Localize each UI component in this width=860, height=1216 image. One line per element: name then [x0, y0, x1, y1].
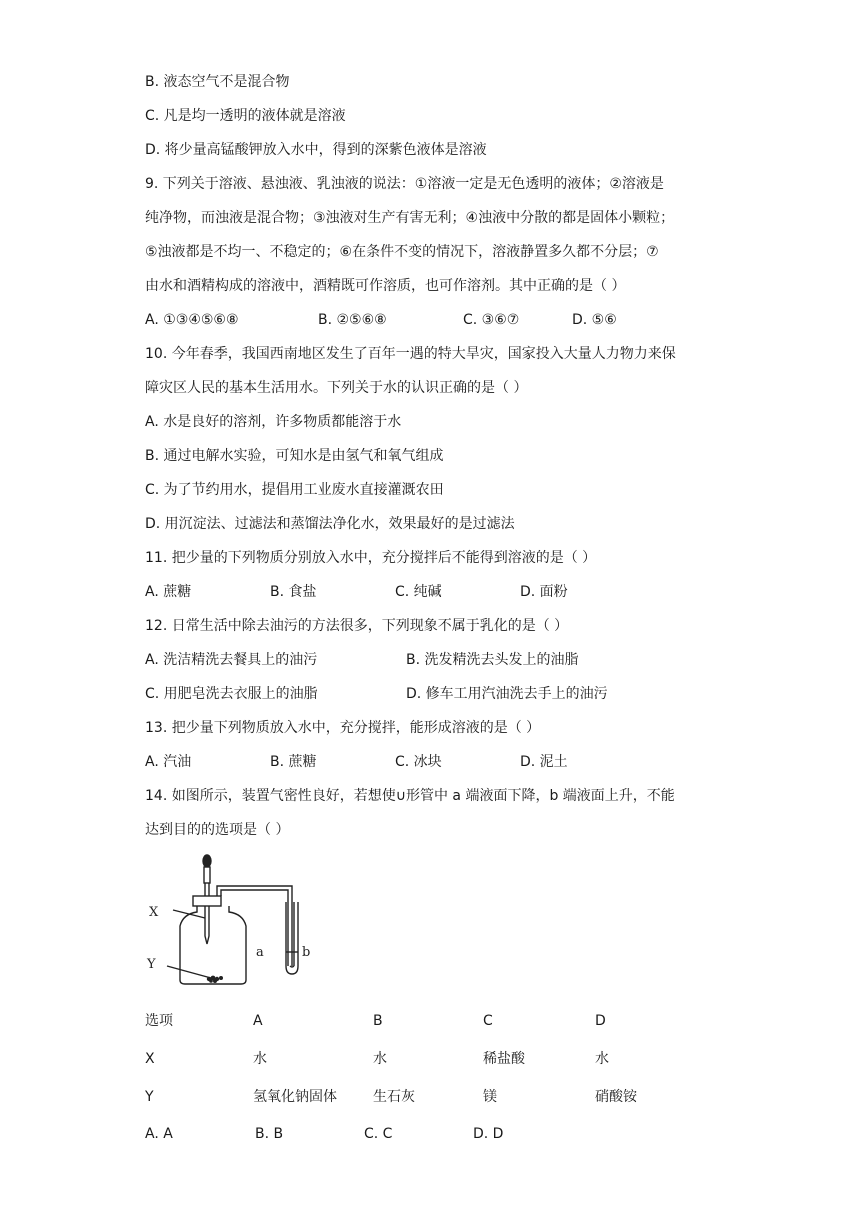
- table-cell: Y: [145, 1089, 154, 1105]
- dropper-tube: [205, 883, 209, 944]
- q9-option-c: C. ③⑥⑦: [463, 312, 520, 328]
- table-cell: 水: [253, 1051, 267, 1067]
- q10-option-a: A. 水是良好的溶剂，许多物质都能溶于水: [145, 414, 402, 430]
- connecting-tube-outer: [217, 886, 292, 966]
- table-cell: 镁: [483, 1089, 497, 1105]
- q10-option-b: B. 通过电解水实验，可知水是由氢气和氧气组成: [145, 448, 444, 464]
- q14-table-row-x: [145, 1049, 745, 1069]
- table-header-cell: D: [595, 1013, 606, 1029]
- label-b: b: [302, 945, 311, 960]
- q14-table-header-row: [145, 1011, 745, 1031]
- q10-option-d: D. 用沉淀法、过滤法和蒸馏法净化水，效果最好的是过滤法: [145, 516, 515, 532]
- q9-option-a: A. ①③④⑤⑥⑧: [145, 312, 239, 328]
- q9-option-d: D. ⑤⑥: [572, 312, 617, 328]
- q13-option-a: A. 汽油: [145, 754, 192, 770]
- q10-option-c: C. 为了节约用水，提倡用工业废水直接灌溉农田: [145, 482, 444, 498]
- table-header-cell: C: [483, 1013, 493, 1029]
- q9-stem-line-2: 纯净物，而浊液是混合物；③浊液对生产有害无利；④浊液中分散的都是固体小颗粒；: [145, 210, 675, 226]
- q8-option-d: D. 将少量高锰酸钾放入水中，得到的深紫色液体是溶液: [145, 142, 487, 158]
- label-y: Y: [147, 957, 156, 972]
- q13-option-d: D. 泥土: [520, 754, 568, 770]
- dropper-stem: [204, 867, 210, 883]
- q12-option-c: C. 用肥皂洗去衣服上的油脂: [145, 686, 318, 702]
- q11-option-c: C. 纯碱: [395, 584, 442, 600]
- q11-option-b: B. 食盐: [270, 584, 317, 600]
- u-tube-bottom: [290, 966, 294, 967]
- solid-y: [207, 976, 223, 983]
- label-a: a: [256, 945, 264, 960]
- table-cell: 生石灰: [373, 1089, 415, 1105]
- table-cell: 水: [373, 1051, 387, 1067]
- connecting-tube-inner: [221, 890, 288, 966]
- q11-option-a: A. 蔗糖: [145, 584, 192, 600]
- y-pointer: [167, 966, 211, 978]
- q8-option-c: C. 凡是均一透明的液体就是溶液: [145, 108, 346, 124]
- q11-option-d: D. 面粉: [520, 584, 568, 600]
- q14-option-d: D. D: [473, 1126, 504, 1142]
- q12-stem: 12. 日常生活中除去油污的方法很多，下列现象不属于乳化的是（ ）: [145, 618, 569, 634]
- q13-option-c: C. 冰块: [395, 754, 442, 770]
- q13-option-b: B. 蔗糖: [270, 754, 317, 770]
- table-header-cell: 选项: [145, 1013, 173, 1029]
- q14-stem-line-2: 达到目的的选项是（ ）: [145, 822, 290, 838]
- stopper: [193, 896, 221, 906]
- q11-stem: 11. 把少量的下列物质分别放入水中，充分搅拌后不能得到溶液的是（ ）: [145, 550, 597, 566]
- table-cell: 水: [595, 1051, 609, 1067]
- q9-stem-line-3: ⑤浊液都是不均一、不稳定的；⑥在条件不变的情况下，溶液静置多久都不分层；⑦: [145, 244, 659, 260]
- q9-option-b: B. ②⑤⑥⑧: [318, 312, 387, 328]
- q9-stem-line-1: 9. 下列关于溶液、悬浊液、乳浊液的说法：①溶液一定是无色透明的液体；②溶液是: [145, 176, 664, 192]
- q12-option-a: A. 洗洁精洗去餐具上的油污: [145, 652, 318, 668]
- apparatus-diagram: [145, 848, 325, 993]
- table-cell: X: [145, 1051, 155, 1067]
- q12-option-d: D. 修车工用汽油洗去手上的油污: [406, 686, 608, 702]
- table-header-cell: A: [253, 1013, 263, 1029]
- x-pointer: [173, 910, 205, 918]
- q10-stem-line-1: 10. 今年春季，我国西南地区发生了百年一遇的特大旱灾，国家投入大量人力物力来保: [145, 346, 676, 362]
- q14-option-b: B. B: [255, 1126, 284, 1142]
- q13-stem: 13. 把少量下列物质放入水中，充分搅拌，能形成溶液的是（ ）: [145, 720, 541, 736]
- table-cell: 氢氧化钠固体: [253, 1089, 337, 1105]
- q14-option-c: C. C: [364, 1126, 393, 1142]
- q10-stem-line-2: 障灾区人民的基本生活用水。下列关于水的认识正确的是（ ）: [145, 380, 528, 396]
- q14-table-row-y: [145, 1087, 745, 1107]
- q14-stem-line-1: 14. 如图所示，装置气密性良好，若想使∪形管中 a 端液面下降，b 端液面上升，不能: [145, 788, 675, 804]
- table-cell: 硝酸铵: [595, 1089, 637, 1105]
- q9-stem-line-4: 由水和酒精构成的溶液中，酒精既可作溶质，也可作溶剂。其中正确的是（ ）: [145, 278, 626, 294]
- q12-option-b: B. 洗发精洗去头发上的油脂: [406, 652, 579, 668]
- label-x: X: [149, 905, 159, 920]
- dropper-bulb: [203, 855, 211, 867]
- table-header-cell: B: [373, 1013, 383, 1029]
- q14-option-a: A. A: [145, 1126, 173, 1142]
- q8-option-b: B. 液态空气不是混合物: [145, 74, 290, 90]
- table-cell: 稀盐酸: [483, 1051, 525, 1067]
